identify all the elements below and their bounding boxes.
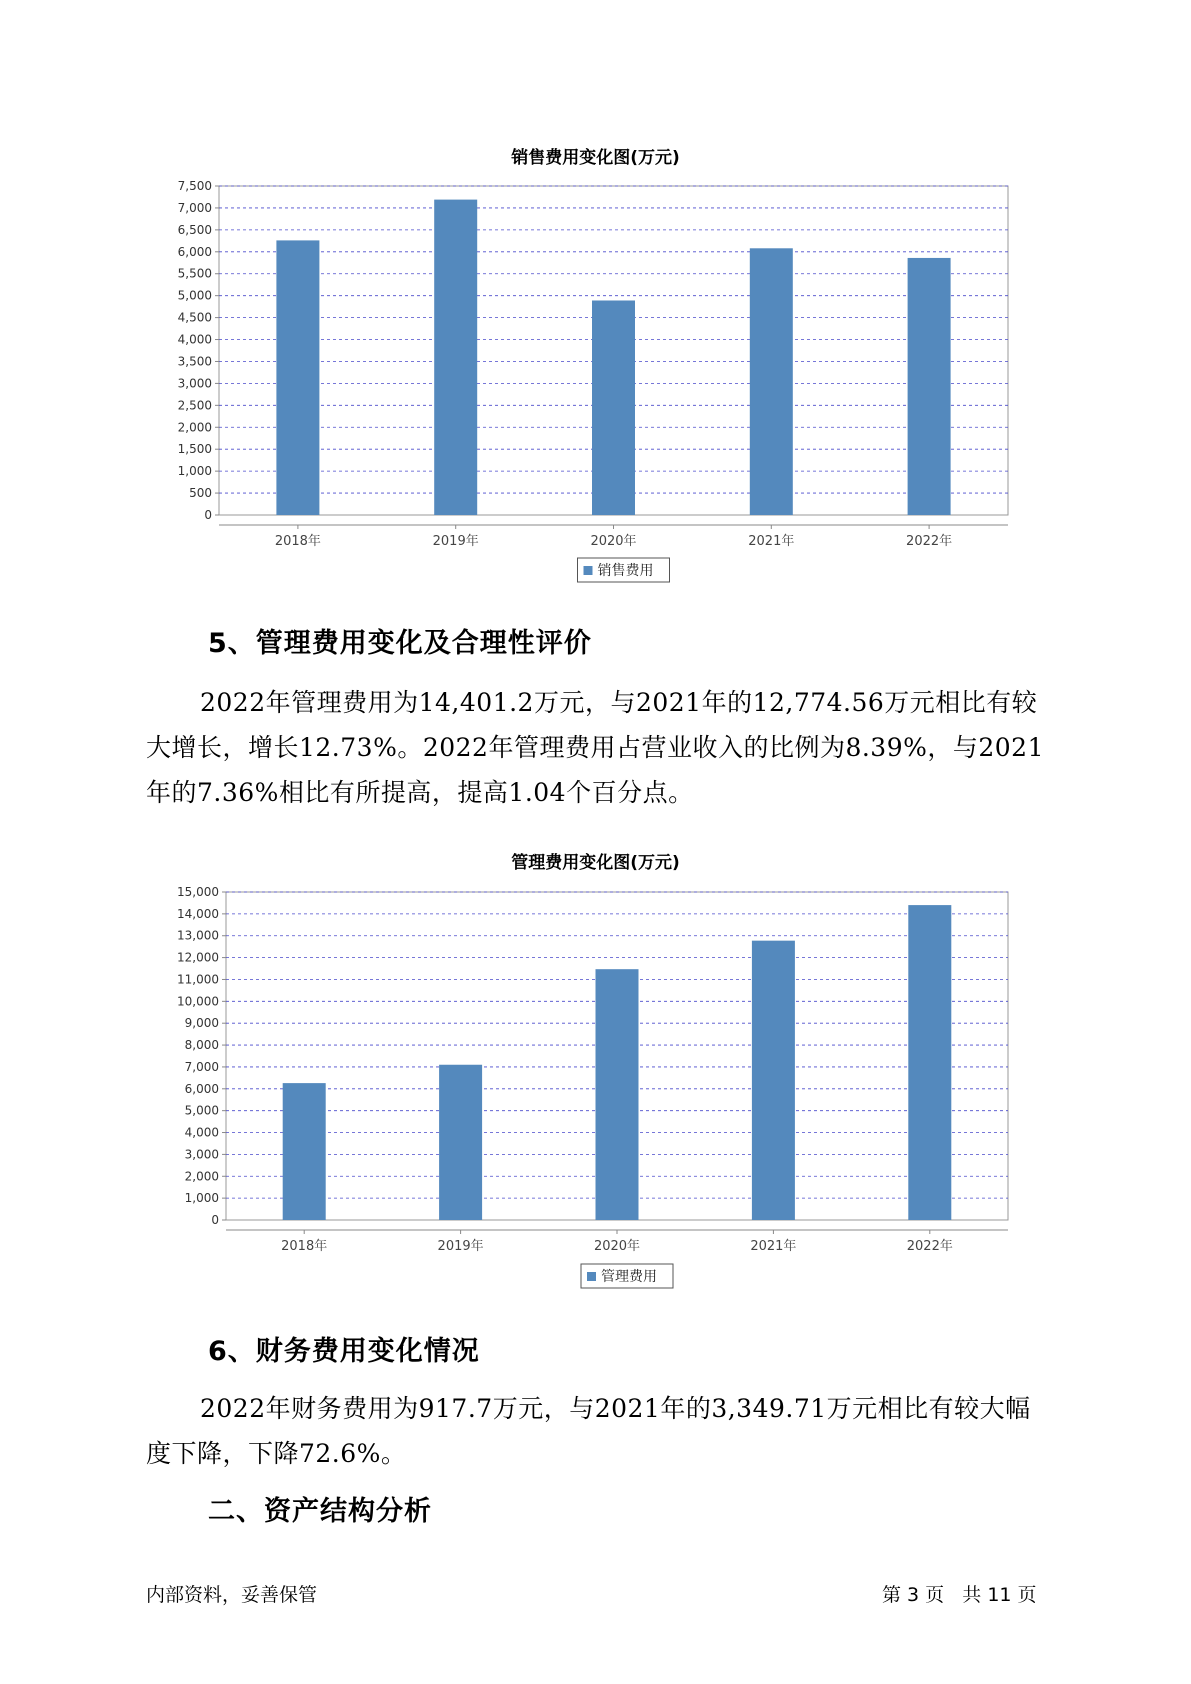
chart2-y-tick-label: 14,000: [177, 906, 219, 921]
chart2-y-tick-label: 2,000: [184, 1169, 219, 1184]
chart1-y-tick-label: 6,000: [177, 244, 212, 259]
chart2-y-tick-label: 11,000: [177, 972, 219, 987]
chart1-y-tick-label: 3,500: [177, 354, 212, 369]
chart2-legend-label: 管理费用: [601, 1269, 657, 1285]
chart1-y-tick-label: 5,000: [177, 288, 212, 303]
chart1-x-tick-label: 2020年: [590, 534, 637, 549]
chart1-y-tick-label: 7,000: [177, 200, 212, 215]
chart1-y-tick-label: 1,500: [177, 442, 212, 457]
chart2-y-tick-label: 12,000: [177, 950, 219, 965]
chart2-bar-3: [596, 969, 639, 1220]
chart1-x-tick-label: 2018年: [274, 534, 321, 549]
chart2-bar-4: [752, 941, 795, 1220]
chart1-legend-label: 销售费用: [597, 563, 654, 579]
section5-heading: 5、管理费用变化及合理性评价: [208, 628, 592, 659]
section5-paragraph: 2022年管理费用为14,401.2万元，与2021年的12,774.56万元相比有较大增长，增长12.73%。2022年管理费用占营业收入的比例为8.39%，与2021年的7.36%相比有所提高，提高1.04个百分点。: [146, 688, 1044, 807]
chart2-title: 管理费用变化图(万元): [511, 853, 680, 873]
chart2-y-tick-label: 10,000: [177, 994, 219, 1009]
chart2-bar-2: [439, 1065, 482, 1220]
chart2-y-tick-label: 15,000: [177, 885, 219, 899]
chart1-y-tick-label: 2,500: [177, 398, 212, 413]
chart1-y-tick-label: 3,000: [177, 376, 212, 391]
chart2-y-tick-label: 4,000: [184, 1125, 219, 1140]
chart2-y-tick-label: 5,000: [184, 1103, 219, 1118]
chart1-y-tick-label: 6,500: [177, 222, 212, 237]
chart2-x-tick-label: 2022年: [906, 1239, 953, 1254]
section6-paragraph: 2022年财务费用为917.7万元，与2021年的3,349.71万元相比有较大幅度下降，下降72.6%。: [146, 1394, 1031, 1468]
chart1-y-tick-label: 0: [204, 508, 212, 522]
chart1-x-tick-label: 2022年: [906, 534, 953, 549]
chart1-x-tick-label: 2019年: [432, 534, 479, 549]
chart2-y-tick-label: 9,000: [184, 1016, 219, 1031]
chart2-y-tick-label: 0: [211, 1213, 219, 1227]
chart2-y-tick-label: 6,000: [184, 1081, 219, 1096]
chart1-y-tick-label: 500: [189, 486, 212, 501]
footer-page-number: 第 3 页 共 11 页: [882, 1584, 1037, 1606]
chart2-x-tick-label: 2020年: [593, 1239, 641, 1254]
chart2-y-tick-label: 13,000: [177, 928, 219, 943]
chart1-y-tick-label: 5,500: [177, 266, 212, 281]
footer-confidential: 内部资料，妥善保管: [146, 1584, 318, 1606]
chart2-y-tick-label: 3,000: [184, 1147, 219, 1162]
chart2-x-tick-label: 2021年: [750, 1239, 797, 1254]
chart2-x-tick-label: 2018年: [281, 1239, 328, 1254]
chart1-x-tick-label: 2021年: [748, 534, 795, 549]
chart1-y-tick-label: 7,500: [177, 179, 212, 193]
chart2-y-tick-label: 1,000: [184, 1191, 219, 1206]
chart1-y-tick-label: 1,000: [177, 464, 212, 479]
chart2-y-tick-label: 8,000: [184, 1038, 219, 1053]
section-two-heading: 二、资产结构分析: [208, 1496, 432, 1527]
chart2-y-tick-label: 7,000: [184, 1059, 219, 1074]
chart2-x-tick-label: 2019年: [437, 1239, 484, 1254]
chart1-title: 销售费用变化图(万元): [511, 148, 680, 168]
chart1-y-tick-label: 4,500: [177, 310, 212, 325]
chart2-legend-swatch: [587, 1272, 596, 1281]
chart1-y-tick-label: 4,000: [177, 332, 212, 347]
chart1-y-tick-label: 2,000: [177, 420, 212, 435]
chart2-bar-1: [283, 1083, 326, 1220]
section6-heading: 6、财务费用变化情况: [208, 1336, 480, 1367]
chart2-bar-5: [908, 905, 951, 1220]
